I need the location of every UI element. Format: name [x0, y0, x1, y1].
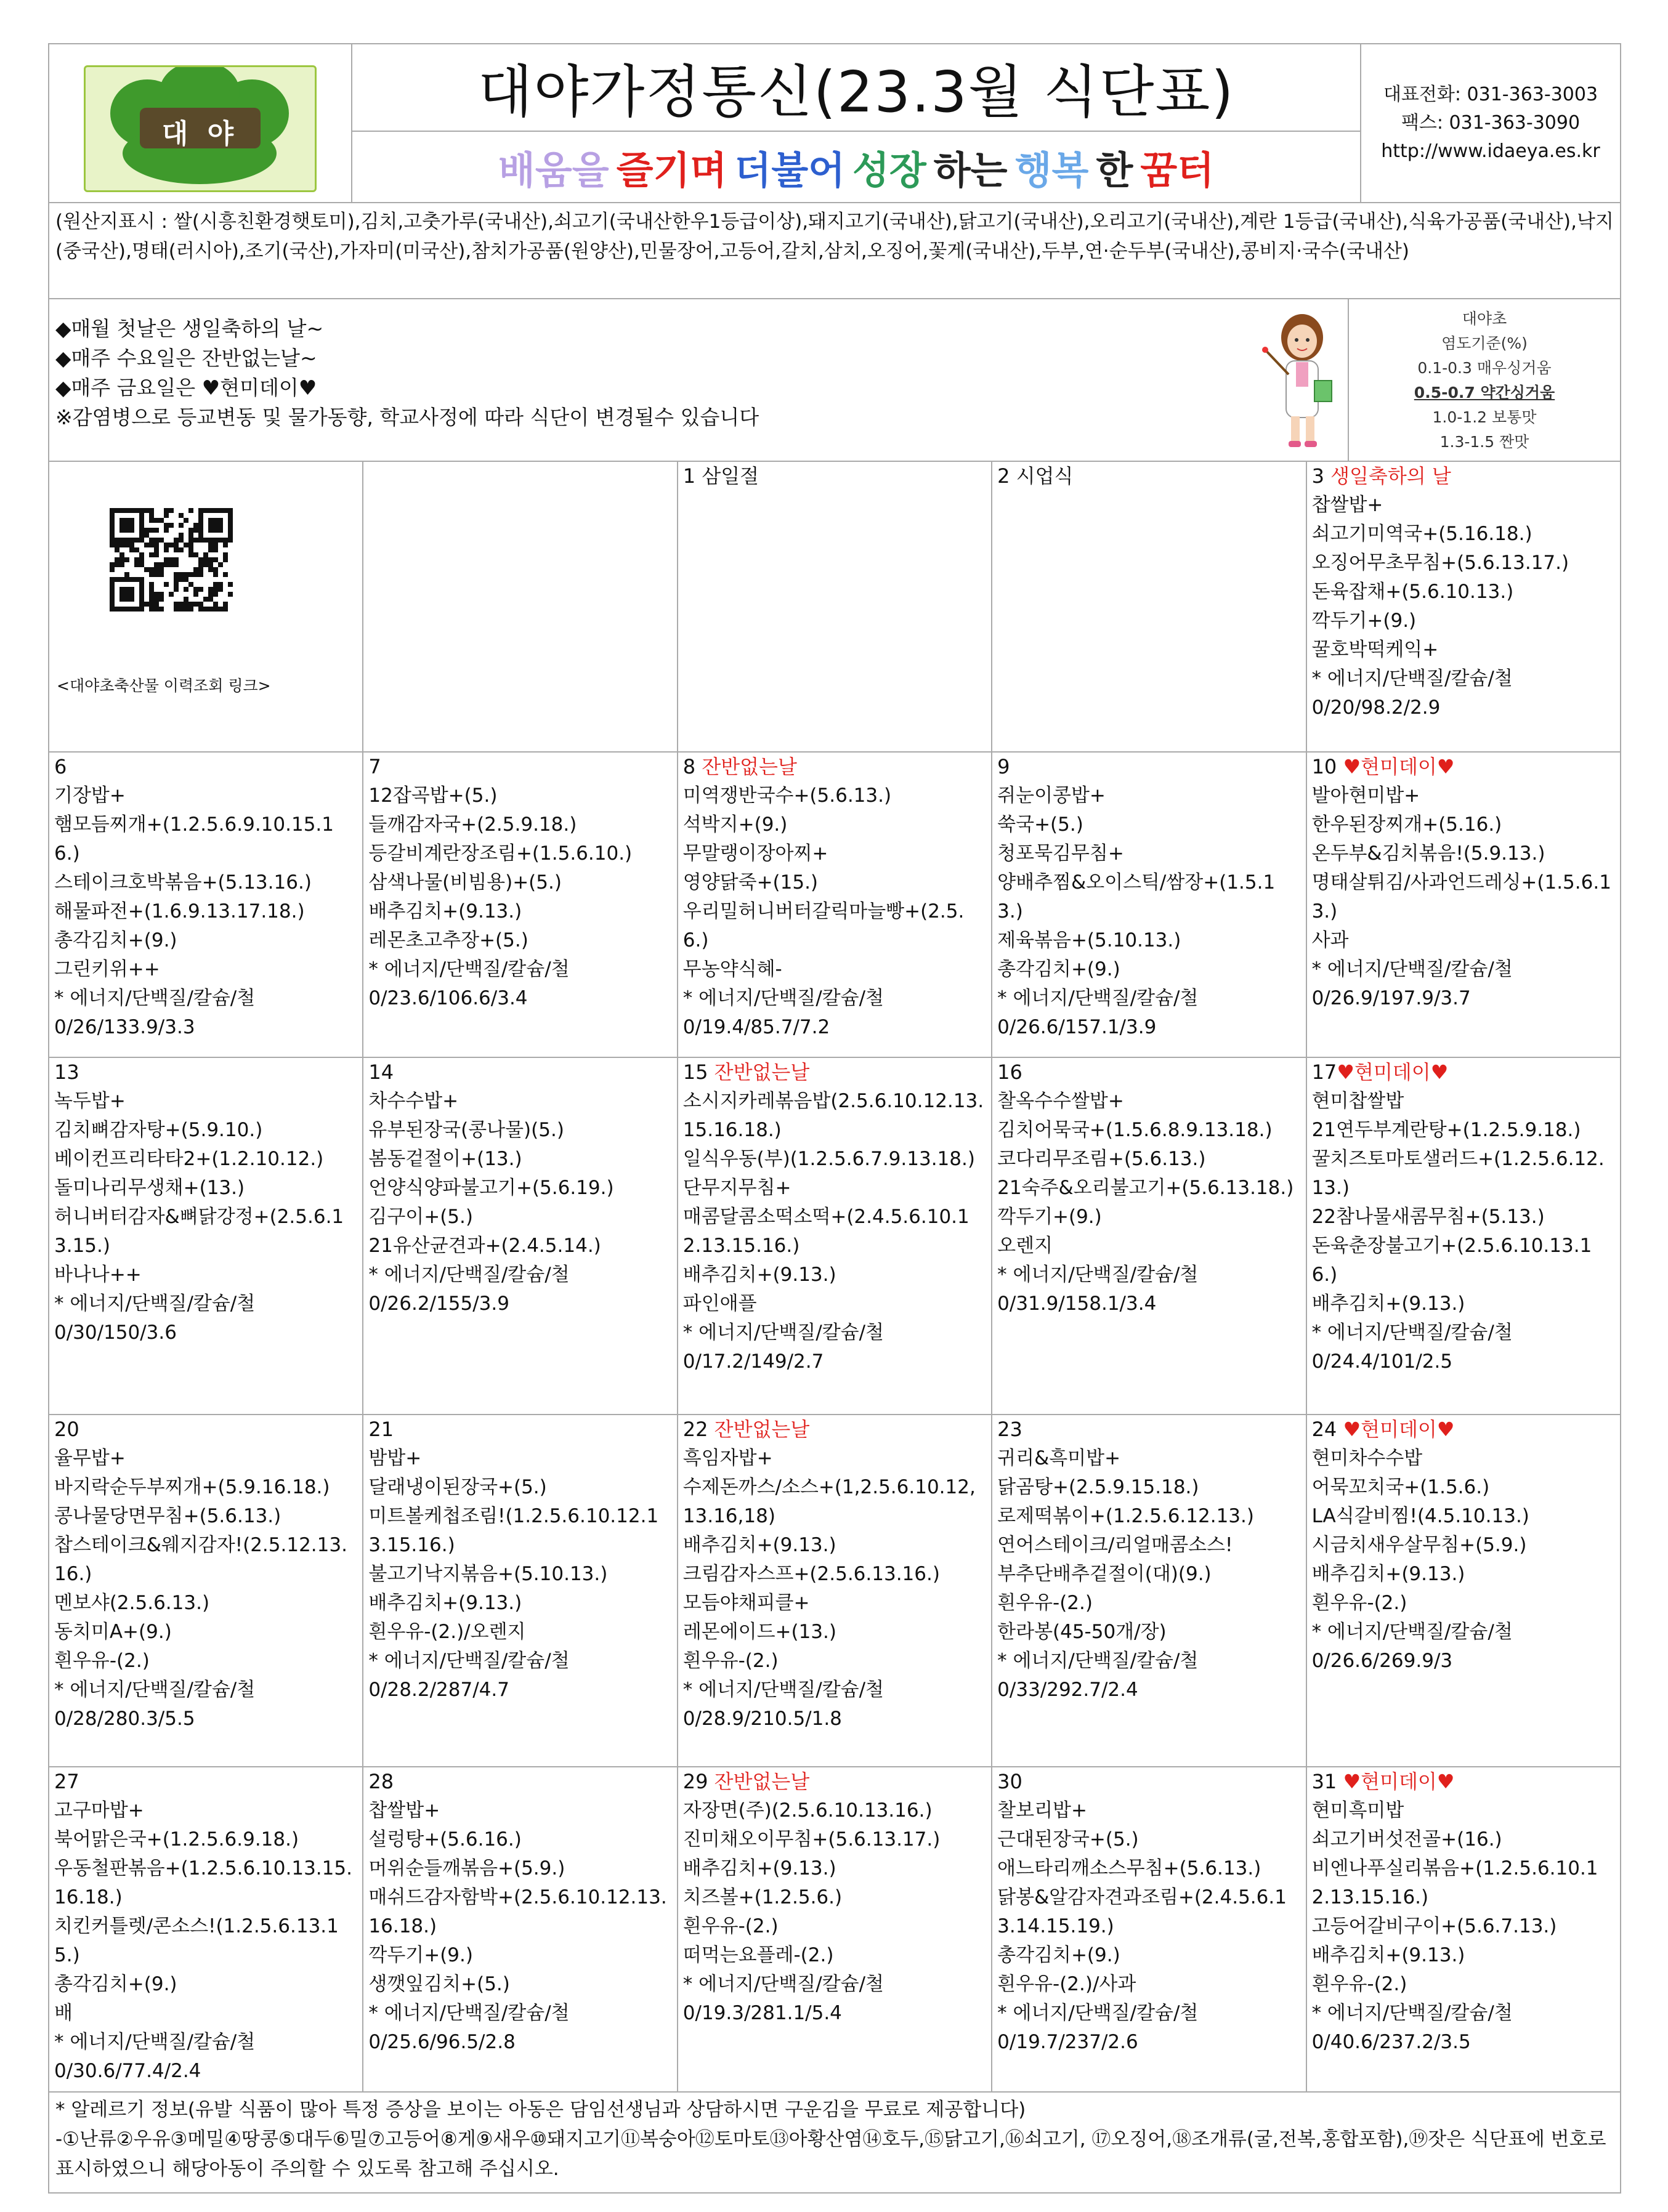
day-cell [49, 1767, 363, 2092]
menu-item: * 에너지/단백질/칼슘/철 [54, 2031, 256, 2053]
menu-item: 치킨커틀렛/콘소스!(1.2.5.6.13.15.) [54, 1915, 339, 1966]
menu-item: 흰우유-(2.)/오렌지 [368, 1621, 526, 1643]
day-header [368, 1415, 671, 1444]
menu-item: 우리밀허니버터갈릭마늘빵+(2.5.6.) [682, 900, 965, 951]
slogan-word: 행복 [1014, 147, 1089, 193]
menu-item: 배추김치+(9.13.) [682, 1534, 836, 1556]
allergy-note: * 알레르기 정보(유발 식품이 많아 특정 증상을 보이는 아동은 담임선생님과 상담하시면 구운김을 무료로 제공합니다) [55, 2099, 1026, 2121]
menu-item: 흰우유-(2.) [682, 1915, 779, 1937]
menu-item: 베이컨프리타타2+(1.2.10.12.) [54, 1148, 324, 1170]
day-header [1312, 1058, 1615, 1087]
menu-item: 진미채오이무침+(5.6.13.17.) [682, 1828, 941, 1851]
day-event: 잔반없는날 [702, 755, 797, 778]
day-number: 27 [54, 1770, 79, 1793]
day-header [54, 1058, 357, 1087]
menu-item: LA식갈비찜!(4.5.10.13.) [1311, 1505, 1529, 1527]
day-number: 28 [368, 1770, 394, 1793]
menu-item: 달래냉이된장국+(5.) [368, 1476, 547, 1498]
menu-item: 찰보리밥+ [997, 1799, 1087, 1822]
menu-item: 흰우유-(2.)/사과 [997, 1973, 1136, 1995]
salt-standard [1348, 299, 1621, 461]
menu-item: 햄모듬찌개+(1.2.5.6.9.10.15.16.) [54, 813, 334, 865]
menu-item: 파인애플 [682, 1293, 757, 1315]
menu-item: 쇠고기미역국+(5.16.18.) [1311, 523, 1532, 545]
menu-item: 0/28.9/210.5/1.8 [682, 1708, 842, 1730]
menu-item: 0/26/133.9/3.3 [54, 1016, 195, 1038]
day-header [1312, 753, 1615, 781]
menu-item: 돈육잡채+(5.6.10.13.) [1311, 581, 1514, 603]
menu-item: 깍두기+(9.) [1311, 610, 1417, 632]
menu-item: 찹스테이크&웨지감자!(2.5.12.13.16.) [54, 1534, 347, 1585]
day-cell [363, 752, 677, 1057]
menu-item: 한우된장찌개+(5.16.) [1311, 813, 1502, 836]
menu-item: 들깨감자국+(2.5.9.18.) [368, 813, 577, 836]
menu-item: 발아현미밥+ [1311, 785, 1420, 807]
menu-item: 12잡곡밥+(5.) [368, 785, 498, 807]
day-header [997, 753, 1300, 781]
menu-item: 쥐눈이콩밥+ [997, 785, 1106, 807]
menu-item: 어묵꼬치국+(1.5.6.) [1311, 1476, 1490, 1498]
day-header [683, 462, 986, 491]
origin-text: (원산지표시 : 쌀(시흥친환경햇토미),김치,고춧가루(국내산),쇠고기(국내산한우1등급이상),돼지고기(국내산),닭고기(국내산),오리고기(국내산),계란 1등급(국내산),식육가공품(국내산),낙지(중국산),명태(러시아),조기(국산),가자미(미국산),참치가공품(원양산),민물장어,고등어,갈치,삼치,오징어,꽃게(국내산),두부,연·순두부(국내산),콩비지·국수(국내산) [49, 203, 1621, 299]
menu-item: 돈육춘장불고기+(2.5.6.10.13.16.) [1311, 1235, 1592, 1286]
slogan-word: 한 [1096, 147, 1133, 193]
day-header [54, 1415, 357, 1444]
slogan [352, 132, 1360, 202]
menu-item: 0/24.4/101/2.5 [1311, 1350, 1453, 1373]
day-event: ♥현미데이♥ [1343, 755, 1455, 778]
day-cell [1306, 1767, 1621, 2092]
teacher-illustration [1259, 313, 1340, 450]
menu-item: 돌미나리무생채+(13.) [54, 1177, 245, 1199]
day-cell [1306, 752, 1621, 1057]
qr-caption: <대야초축산물 이력조회 링크> [57, 677, 271, 695]
week-row [49, 1767, 1621, 2092]
day-cell [678, 1767, 992, 2092]
menu-item: 허니버터감자&뼈닭강정+(2.5.6.13.15.) [54, 1206, 344, 1257]
menu-item: 영양닭죽+(15.) [682, 871, 819, 894]
day-event: 잔반없는날 [714, 1060, 810, 1084]
menu-item: 흰우유-(2.) [1311, 1973, 1407, 1995]
logo-text: 대 야 [161, 118, 239, 150]
menu-item: 배추김치+(9.13.) [368, 900, 522, 922]
day-cell [1306, 1057, 1621, 1415]
contact-cell [1361, 44, 1621, 203]
menu-item: 0/20/98.2/2.9 [1311, 696, 1441, 719]
day-number: 24 [1311, 1418, 1343, 1441]
menu-item: 0/40.6/237.2/3.5 [1311, 2031, 1471, 2053]
day-header [1312, 1767, 1615, 1796]
menu-item: 오징어무초무침+(5.6.13.17.) [1311, 552, 1569, 574]
day-number: 13 [54, 1060, 79, 1084]
notice-cell [49, 299, 1348, 461]
day-number: 23 [997, 1418, 1022, 1441]
day-cell [49, 1057, 363, 1415]
menu-item: * 에너지/단백질/칼슘/철 [682, 1973, 884, 1995]
menu-item: 총각김치+(9.) [54, 1973, 177, 1995]
slogan-word: 하는 [933, 147, 1008, 193]
menu-item: * 에너지/단백질/칼슘/철 [682, 1322, 884, 1344]
menu-item: 배추김치+(9.13.) [682, 1264, 836, 1286]
menu-item: 우동철판볶음+(1.2.5.6.10.13.15.16.18.) [54, 1857, 352, 1908]
menu-item: 총각김치+(9.) [54, 929, 177, 951]
menu-item: 0/19.7/237/2.6 [997, 2031, 1138, 2053]
menu-item: 쑥국+(5.) [997, 813, 1083, 836]
day-cell [363, 1057, 677, 1415]
menu-item: 청포묵김무침+ [997, 842, 1124, 865]
menu-item: 봄동겉절이+(13.) [368, 1148, 522, 1170]
day-number: 17 [1311, 1060, 1337, 1084]
notice-item: ◆매월 첫날은 생일축하의 날~ [55, 317, 324, 341]
week-row [49, 1415, 1621, 1767]
day-header [1312, 462, 1615, 491]
day-number: 20 [54, 1418, 79, 1441]
menu-item: 레몬초고추장+(5.) [368, 929, 528, 951]
menu-item: 일식우동(부)(1.2.5.6.7.9.13.18.) [682, 1148, 975, 1170]
day-header [368, 1767, 671, 1796]
menu-item: 배추김치+(9.13.) [1311, 1563, 1465, 1585]
menu-item: 치즈볼+(1.2.5.6.) [682, 1886, 843, 1908]
day-cell [678, 1415, 992, 1767]
menu-item: * 에너지/단백질/칼슘/철 [997, 1264, 1199, 1286]
menu-item: 무농약식혜- [682, 958, 782, 980]
day-number: 29 [682, 1770, 715, 1793]
menu-item: * 에너지/단백질/칼슘/철 [997, 987, 1199, 1009]
menu-item: 그린키위++ [54, 958, 160, 980]
day-cell [992, 1057, 1306, 1415]
menu-item: 찰옥수수쌀밥+ [997, 1090, 1124, 1112]
day-header [997, 1415, 1300, 1444]
menu-item: 0/28/280.3/5.5 [54, 1708, 195, 1730]
menu-item: 김치뼈감자탕+(5.9.10.) [54, 1119, 263, 1141]
menu-item: 현미찹쌀밥 [1311, 1090, 1404, 1112]
allergy-cell [49, 2092, 1621, 2193]
day-event: ♥현미데이♥ [1343, 1770, 1455, 1793]
menu-item: * 에너지/단백질/칼슘/철 [1311, 2002, 1513, 2024]
menu-item: * 에너지/단백질/칼슘/철 [54, 1293, 256, 1315]
menu-item: 0/26.6/269.9/3 [1311, 1650, 1453, 1672]
menu-item: 흰우유-(2.) [54, 1650, 150, 1672]
menu-item: 오렌지 [997, 1235, 1053, 1257]
day-number: 9 [997, 755, 1010, 778]
salt-school: 대야초 [1462, 310, 1507, 328]
menu-item: 스테이크호박볶음+(5.13.16.) [54, 871, 312, 894]
menu-item: 고구마밥+ [54, 1799, 144, 1822]
menu-item: * 에너지/단백질/칼슘/철 [368, 958, 570, 980]
menu-item: 멘보샤(2.5.6.13.) [54, 1592, 210, 1614]
menu-item: * 에너지/단백질/칼슘/철 [682, 1679, 884, 1701]
menu-item: 흰우유-(2.) [997, 1592, 1093, 1614]
salt-level-4: 1.3-1.5 짠맛 [1439, 433, 1529, 451]
menu-item: 비엔나푸실리볶음+(1.2.5.6.10.12.13.15.16.) [1311, 1857, 1598, 1908]
menu-item: 0/23.6/106.6/3.4 [368, 987, 528, 1009]
menu-item: 제육볶음+(5.10.13.) [997, 929, 1181, 951]
day-cell [49, 1415, 363, 1767]
title-cell [352, 44, 1361, 203]
menu-item: 21연두부계란탕+(1.2.5.9.18.) [1311, 1119, 1581, 1141]
menu-item: 한라봉(45-50개/장) [997, 1621, 1167, 1643]
menu-item: 바나나++ [54, 1264, 142, 1286]
menu-item: 떠먹는요플레-(2.) [682, 1944, 834, 1966]
day-header [997, 1767, 1300, 1796]
menu-item: 0/26.9/197.9/3.7 [1311, 987, 1471, 1009]
day-number: 15 [682, 1060, 715, 1084]
menu-item: * 에너지/단백질/칼슘/철 [682, 987, 884, 1009]
menu-item: 시금치새우살무침+(5.9.) [1311, 1534, 1527, 1556]
menu-item: 흰우유-(2.) [682, 1650, 779, 1672]
day-header [54, 1767, 357, 1796]
day-header [997, 1058, 1300, 1087]
day-header [368, 1058, 671, 1087]
day-header [683, 1767, 986, 1796]
menu-item: 양배추찜&오이스틱/쌈장+(1.5.13.) [997, 871, 1276, 922]
menu-item: 찹쌀밥+ [1311, 494, 1383, 516]
notice-item: ◆매주 금요일은 ♥현미데이♥ [55, 376, 317, 400]
menu-item: 흑임자밥+ [682, 1447, 773, 1469]
menu-item: 흰우유-(2.) [1311, 1592, 1407, 1614]
menu-item: * 에너지/단백질/칼슘/철 [997, 2002, 1199, 2024]
menu-item: 22참나물새콤무침+(5.13.) [1311, 1206, 1545, 1228]
menu-item: 0/30.6/77.4/2.4 [54, 2060, 201, 2082]
menu-item: 김치어묵국+(1.5.6.8.9.13.18.) [997, 1119, 1273, 1141]
menu-item: 닭봉&알감자견과조림+(2.4.5.6.13.14.15.19.) [997, 1886, 1287, 1937]
day-cell [678, 752, 992, 1057]
slogan-word: 즐기며 [616, 147, 727, 193]
menu-item: 언양식양파불고기+(5.6.19.) [368, 1177, 614, 1199]
menu-item: 크림감자스프+(2.5.6.13.16.) [682, 1563, 940, 1585]
day-event: ♥현미데이♥ [1337, 1060, 1449, 1084]
menu-item: 닭곰탕+(2.5.9.15.18.) [997, 1476, 1199, 1498]
menu-page [48, 43, 1621, 2194]
menu-item: 코다리무조림+(5.6.13.) [997, 1148, 1206, 1170]
day-event: ♥현미데이♥ [1343, 1418, 1455, 1441]
day-number: 6 [54, 755, 67, 778]
logo-cell [49, 44, 352, 203]
day-event: 생일축하의 날 [1330, 464, 1451, 488]
menu-item: 깍두기+(9.) [368, 1944, 473, 1966]
menu-item: 단무지무침+ [682, 1177, 791, 1199]
salt-level-3: 1.0-1.2 보통맛 [1432, 408, 1537, 426]
menu-item: 로제떡볶이+(1.2.5.6.12.13.) [997, 1505, 1254, 1527]
menu-item: 석박지+(9.) [682, 813, 788, 836]
menu-item: 바지락순두부찌개+(5.9.16.18.) [54, 1476, 330, 1498]
menu-item: 배추김치+(9.13.) [368, 1592, 522, 1614]
day-header [368, 753, 671, 781]
menu-item: 생깻잎김치+(5.) [368, 1973, 510, 1995]
menu-item: 0/17.2/149/2.7 [682, 1350, 824, 1373]
menu-item: 0/26.2/155/3.9 [368, 1293, 509, 1315]
menu-item: 현미흑미밥 [1311, 1799, 1404, 1822]
slogan-word: 꿈터 [1140, 147, 1215, 193]
day-number: 31 [1311, 1770, 1343, 1793]
slogan-word: 더불어 [734, 147, 845, 193]
menu-item: 동치미A+(9.) [54, 1621, 172, 1643]
phone: 대표전화: 031-363-3003 [1383, 84, 1598, 105]
menu-item: 21유산균견과+(2.4.5.14.) [368, 1235, 601, 1257]
day-cell [678, 1057, 992, 1415]
day-number: 14 [368, 1060, 394, 1084]
day-header [683, 753, 986, 781]
menu-item: 고등어갈비구이+(5.6.7.13.) [1311, 1915, 1557, 1937]
menu-item: 매콤달콤소떡소떡+(2.4.5.6.10.12.13.15.16.) [682, 1206, 970, 1257]
day-number: 1 삼일절 [682, 464, 759, 488]
slogan-word: 성장 [852, 147, 926, 193]
menu-item: * 에너지/단백질/칼슘/철 [1311, 1322, 1513, 1344]
day-cell [1306, 1415, 1621, 1767]
day-cell [1306, 461, 1621, 752]
menu-item: 레몬에이드+(13.) [682, 1621, 836, 1643]
menu-item: 사과 [1311, 929, 1349, 951]
menu-item: 모듬야채피클+ [682, 1592, 810, 1614]
day-header [683, 1415, 986, 1444]
menu-item: * 에너지/단백질/칼슘/철 [368, 1650, 570, 1672]
menu-item: 녹두밥+ [54, 1090, 126, 1112]
day-cell [992, 1415, 1306, 1767]
menu-item: 총각김치+(9.) [997, 1944, 1120, 1966]
menu-calendar [48, 461, 1621, 2093]
menu-item: 애느타리깨소스무침+(5.6.13.) [997, 1857, 1261, 1879]
day-cell [992, 1767, 1306, 2092]
menu-item: 명태살튀김/사과언드레싱+(1.5.6.13.) [1311, 871, 1611, 922]
menu-item: 해물파전+(1.6.9.13.17.18.) [54, 900, 305, 922]
menu-item: 귀리&흑미밥+ [997, 1447, 1121, 1469]
menu-item: 불고기낙지볶음+(5.10.13.) [368, 1563, 608, 1585]
day-cell [49, 752, 363, 1057]
menu-item: * 에너지/단백질/칼슘/철 [1311, 668, 1513, 690]
menu-item: 배 [54, 2002, 73, 2024]
day-header [1312, 1415, 1615, 1444]
menu-item: 매쉬드감자함박+(2.5.6.10.12.13.16.18.) [368, 1886, 667, 1937]
day-header [54, 753, 357, 781]
salt-title: 염도기준(%) [1441, 334, 1528, 352]
menu-item: 등갈비계란장조림+(1.5.6.10.) [368, 842, 633, 865]
menu-item: 무말랭이장아찌+ [682, 842, 828, 865]
menu-item: 자장면(주)(2.5.6.10.13.16.) [682, 1799, 933, 1822]
menu-item: 0/26.6/157.1/3.9 [997, 1016, 1157, 1038]
menu-item: 쇠고기버섯전골+(16.) [1311, 1828, 1502, 1851]
menu-item: 김구이+(5.) [368, 1206, 473, 1228]
menu-item: 찹쌀밥+ [368, 1799, 440, 1822]
day-number: 8 [682, 755, 702, 778]
menu-item: 배추김치+(9.13.) [682, 1857, 836, 1879]
menu-item: 차수수밥+ [368, 1090, 459, 1112]
menu-item: 삼색나물(비빔용)+(5.) [368, 871, 562, 894]
menu-item: * 에너지/단백질/칼슘/철 [54, 1679, 256, 1701]
menu-item: 0/19.4/85.7/7.2 [682, 1016, 830, 1038]
salt-level-1: 0.1-0.3 매우싱거움 [1417, 359, 1552, 377]
origin-table [48, 202, 1621, 299]
menu-item: 소시지카레볶음밥(2.5.6.10.12.13.15.16.18.) [682, 1090, 984, 1141]
notice-table [48, 298, 1621, 462]
menu-item: 온두부&김치볶음!(5.9.13.) [1311, 842, 1545, 865]
day-cell [49, 461, 363, 752]
menu-item: 부추단배추겉절이(대)(9.) [997, 1563, 1212, 1585]
day-event: 잔반없는날 [714, 1418, 810, 1441]
menu-item: 0/31.9/158.1/3.4 [997, 1293, 1157, 1315]
menu-item: * 에너지/단백질/칼슘/철 [368, 2002, 570, 2024]
menu-item: * 에너지/단백질/칼슘/철 [997, 1650, 1199, 1672]
menu-item: 0/28.2/287/4.7 [368, 1679, 509, 1701]
menu-item: 밤밥+ [368, 1447, 422, 1469]
menu-item: 미역쟁반국수+(5.6.13.) [682, 785, 892, 807]
menu-item: * 에너지/단백질/칼슘/철 [1311, 1621, 1513, 1643]
notice-item: ◆매주 수요일은 잔반없는날~ [55, 346, 317, 370]
notice-list [49, 299, 1348, 432]
page-title: 대야가정통신(23.3월 식단표) [352, 44, 1360, 132]
menu-item: 연어스테이크/리얼매콤소스! [997, 1534, 1233, 1556]
menu-item: * 에너지/단백질/칼슘/철 [368, 1264, 570, 1286]
slogan-word: 배움을 [498, 147, 609, 193]
menu-item: 수제돈까스/소스+(1,2.5.6.10.12,13.16,18) [682, 1476, 976, 1527]
day-number: 3 [1311, 464, 1331, 488]
menu-item: 깍두기+(9.) [997, 1206, 1102, 1228]
menu-item: 0/25.6/96.5/2.8 [368, 2031, 516, 2053]
menu-item: 21숙주&오리불고기+(5.6.13.18.) [997, 1177, 1294, 1199]
allergy-legend: -①난류②우유③메밀④땅콩⑤대두⑥밀⑦고등어⑧게⑨새우⑩돼지고기⑪복숭아⑫토마토⑬아황산염⑭호두,⑮닭고기,⑯쇠고기, ⑰오징어,⑱조개류(굴,전복,홍합포함),⑲잣은 식단표에 번호로 표시하였으니 해당아동이 주의할 수 있도록 참고해 주십시오. [55, 2128, 1606, 2180]
week-row [49, 752, 1621, 1057]
day-event: 잔반없는날 [714, 1770, 810, 1793]
day-number: 21 [368, 1418, 394, 1441]
menu-item: 꿀치즈토마토샐러드+(1.2.5.6.12.13.) [1311, 1148, 1605, 1199]
day-number: 7 [368, 755, 381, 778]
day-cell [363, 1415, 677, 1767]
day-cell [363, 461, 677, 752]
day-header [997, 462, 1300, 491]
qr-code[interactable] [110, 507, 233, 612]
header-table [48, 43, 1621, 203]
menu-item: 배추김치+(9.13.) [1311, 1293, 1465, 1315]
menu-item: 미트볼케첩조림!(1.2.5.6.10.12.13.15.16.) [368, 1505, 659, 1556]
notice-item: ※감염병으로 등교변동 및 물가동향, 학교사정에 따라 식단이 변경될수 있습니다 [55, 405, 759, 429]
menu-item: 현미차수수밥 [1311, 1447, 1423, 1469]
menu-item: 근대된장국+(5.) [997, 1828, 1139, 1851]
menu-item: * 에너지/단백질/칼슘/철 [54, 987, 256, 1009]
menu-item: 총각김치+(9.) [997, 958, 1120, 980]
day-cell [992, 752, 1306, 1057]
week-row [49, 461, 1621, 752]
day-number: 2 시업식 [997, 464, 1074, 488]
menu-item: 콩나물당면무침+(5.6.13.) [54, 1505, 281, 1527]
menu-item: 0/30/150/3.6 [54, 1322, 177, 1344]
menu-item: 배추김치+(9.13.) [1311, 1944, 1465, 1966]
week-row [49, 1057, 1621, 1415]
menu-item: 머위순들깨볶음+(5.9.) [368, 1857, 565, 1879]
salt-level-2: 0.5-0.7 약간싱거움 [1414, 384, 1555, 402]
day-cell [363, 1767, 677, 2092]
day-number: 16 [997, 1060, 1022, 1084]
day-number: 10 [1311, 755, 1343, 778]
day-cell [678, 461, 992, 752]
menu-item: 꿀호박떡케익+ [1311, 639, 1439, 661]
website-link[interactable]: http://www.idaeya.es.kr [1381, 140, 1600, 162]
school-logo [84, 65, 317, 192]
day-number: 22 [682, 1418, 715, 1441]
day-header [683, 1058, 986, 1087]
menu-item: 설렁탕+(5.6.16.) [368, 1828, 522, 1851]
day-cell [992, 461, 1306, 752]
menu-item: 율무밥+ [54, 1447, 126, 1469]
fax: 팩스: 031-363-3090 [1401, 112, 1581, 134]
menu-item: 0/19.3/281.1/5.4 [682, 2002, 842, 2024]
allergy-table [48, 2091, 1621, 2194]
menu-item: 0/33/292.7/2.4 [997, 1679, 1138, 1701]
menu-item: 기장밥+ [54, 785, 126, 807]
menu-item: 북어맑은국+(1.2.5.6.9.18.) [54, 1828, 299, 1851]
menu-item: * 에너지/단백질/칼슘/철 [1311, 958, 1513, 980]
menu-item: 유부된장국(콩나물)(5.) [368, 1119, 564, 1141]
day-number: 30 [997, 1770, 1022, 1793]
